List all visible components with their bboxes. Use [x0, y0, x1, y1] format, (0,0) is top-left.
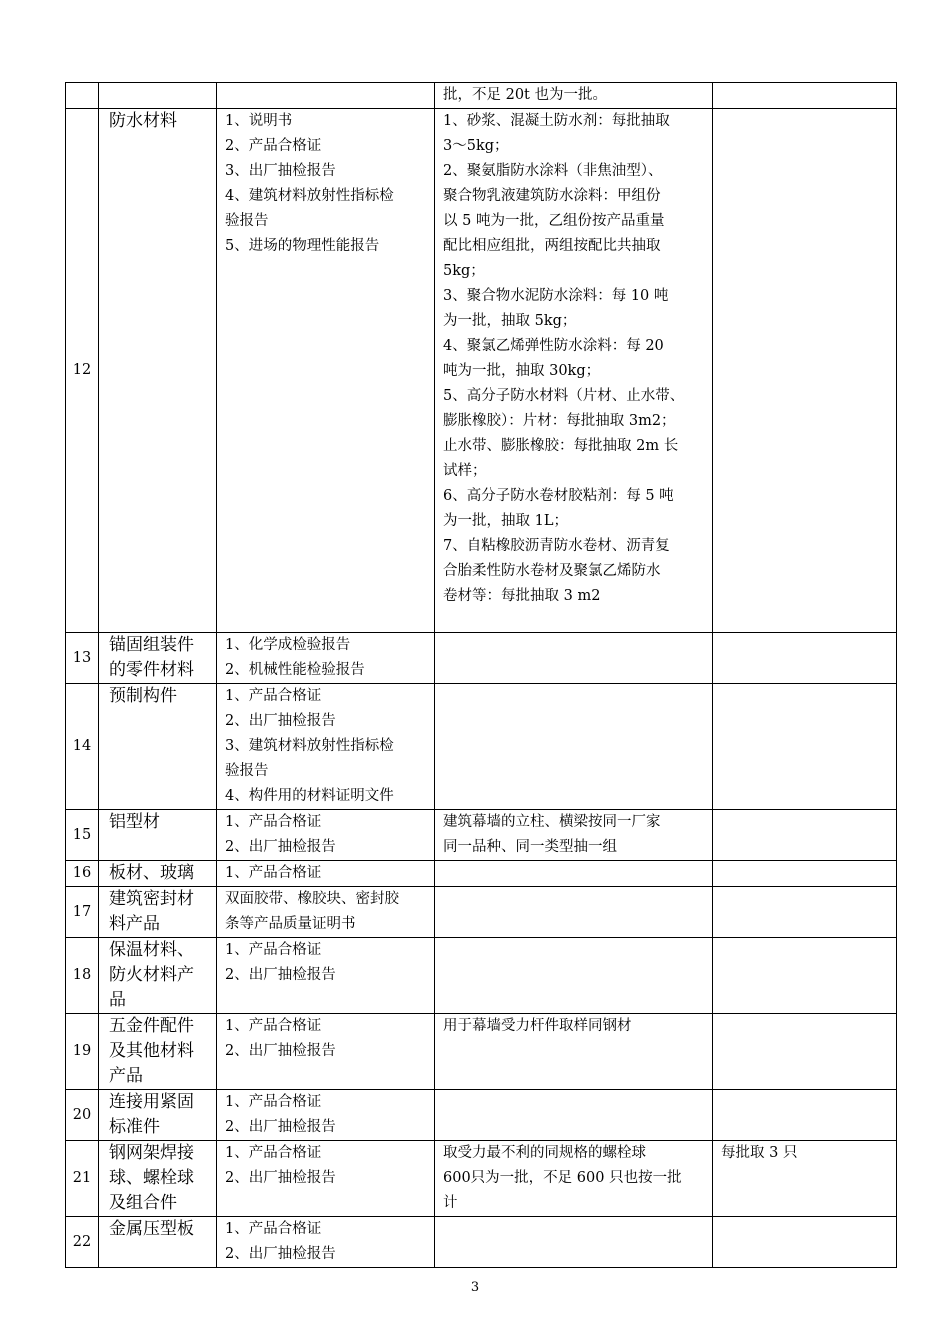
- note-cell: [713, 861, 897, 887]
- text-line: 膨胀橡胶）：片材：每批抽取 3m2；: [443, 413, 676, 429]
- text-line: 2、聚氨脂防水涂料（非焦油型）、: [443, 163, 663, 179]
- text-line: 防水材料: [109, 111, 177, 131]
- material-cell: [99, 861, 217, 887]
- text-line: 验报告: [225, 213, 269, 229]
- text-line: 及组合件: [109, 1193, 177, 1213]
- text-line: 取受力最不利的同规格的螺栓球: [443, 1145, 646, 1161]
- table-row: [66, 810, 897, 861]
- note-cell: [713, 1217, 897, 1268]
- text-line: 2、出厂抽检报告: [225, 1246, 336, 1262]
- note-cell: [713, 810, 897, 861]
- text-line: 止水带、膨胀橡胶：每批抽取 2m 长: [443, 438, 679, 454]
- documents-cell: [217, 810, 435, 861]
- text-line: 1、产品合格证: [225, 1094, 322, 1110]
- material-cell: [99, 1090, 217, 1141]
- text-line: 条等产品质量证明书: [225, 916, 356, 932]
- text-line: 2、出厂抽检报告: [225, 1119, 336, 1135]
- table-row: [66, 1217, 897, 1268]
- text-line: 4、聚氯乙烯弹性防水涂料：每 20: [443, 338, 664, 354]
- text-line: 料产品: [109, 914, 160, 934]
- sampling-cell: [435, 1014, 713, 1090]
- text-line: 预制构件: [109, 686, 177, 706]
- text-line: 同一品种、同一类型抽一组: [443, 839, 617, 855]
- text-line: 3～5kg；: [443, 138, 509, 154]
- note-cell: [713, 83, 897, 109]
- text-line: 建筑幕墙的立柱、横梁按同一厂家: [443, 814, 661, 830]
- text-line: 5、进场的物理性能报告: [225, 238, 380, 254]
- sampling-cell: [435, 1090, 713, 1141]
- item-number-cell: 22: [66, 1217, 99, 1268]
- text-line: 保温材料、: [109, 940, 194, 960]
- text-line: 3、出厂抽检报告: [225, 163, 336, 179]
- text-line: 连接用紧固: [109, 1092, 194, 1112]
- text-line: 品: [109, 990, 126, 1010]
- material-cell: [99, 684, 217, 810]
- documents-cell: [217, 887, 435, 938]
- text-line: 7、自粘橡胶沥青防水卷材、沥青复: [443, 538, 670, 554]
- item-number-cell: 14: [66, 684, 99, 810]
- documents-cell: [217, 1141, 435, 1217]
- sampling-cell: [435, 1217, 713, 1268]
- note-cell: [713, 1141, 897, 1217]
- text-line: 批，不足 20t 也为一批。: [443, 87, 607, 103]
- text-line: 吨为一批，抽取 30kg；: [443, 363, 601, 379]
- item-number-cell: 21: [66, 1141, 99, 1217]
- text-line: 标准件: [109, 1117, 160, 1137]
- item-number-cell: 12: [66, 109, 99, 633]
- text-line: 1、化学成检验报告: [225, 637, 351, 653]
- text-line: 6、高分子防水卷材胶粘剂：每 5 吨: [443, 488, 674, 504]
- sampling-cell: [435, 633, 713, 684]
- item-number-cell: 17: [66, 887, 99, 938]
- text-line: 2、出厂抽检报告: [225, 1170, 336, 1186]
- materials-table-body: [66, 83, 897, 1268]
- text-line: 2、机械性能检验报告: [225, 662, 365, 678]
- sampling-cell: [435, 938, 713, 1014]
- sampling-cell: [435, 861, 713, 887]
- text-line: 1、产品合格证: [225, 1221, 322, 1237]
- text-line: 600只为一批，不足 600 只也按一批: [443, 1170, 682, 1186]
- text-line: 产品: [109, 1066, 143, 1086]
- table-row: [66, 1090, 897, 1141]
- text-line: 为一批，抽取 1L；: [443, 513, 568, 529]
- material-cell: [99, 1014, 217, 1090]
- sampling-cell: [435, 810, 713, 861]
- table-row: [66, 684, 897, 810]
- sampling-cell: [435, 109, 713, 633]
- documents-cell: [217, 109, 435, 633]
- note-cell: [713, 887, 897, 938]
- note-cell: [713, 684, 897, 810]
- materials-table: [65, 82, 897, 1268]
- text-line: 为一批，抽取 5kg；: [443, 313, 577, 329]
- text-line: 1、产品合格证: [225, 688, 322, 704]
- text-line: 1、产品合格证: [225, 814, 322, 830]
- text-line: 每批取 3 只: [721, 1145, 798, 1161]
- text-line: 计: [443, 1195, 458, 1211]
- text-line: 试样；: [443, 463, 487, 479]
- text-line: 配比相应组批，两组按配比共抽取: [443, 238, 661, 254]
- text-line: 铝型材: [109, 812, 160, 832]
- item-number-cell: [66, 83, 99, 109]
- note-cell: [713, 938, 897, 1014]
- text-line: 锚固组装件: [109, 635, 194, 655]
- item-number-cell: 19: [66, 1014, 99, 1090]
- text-line: 5、高分子防水材料（片材、止水带、: [443, 388, 685, 404]
- material-cell: [99, 633, 217, 684]
- material-cell: [99, 887, 217, 938]
- text-line: 2、出厂抽检报告: [225, 839, 336, 855]
- table-row: [66, 109, 897, 633]
- text-line: 5kg；: [443, 263, 485, 279]
- sampling-cell: [435, 887, 713, 938]
- item-number-cell: 13: [66, 633, 99, 684]
- text-line: 1、产品合格证: [225, 942, 322, 958]
- text-line: 2、出厂抽检报告: [225, 713, 336, 729]
- item-number-cell: 16: [66, 861, 99, 887]
- text-line: 4、建筑材料放射性指标检: [225, 188, 394, 204]
- text-line: 双面胶带、橡胶块、密封胶: [225, 891, 399, 907]
- table-row: [66, 861, 897, 887]
- text-line: 3、建筑材料放射性指标检: [225, 738, 394, 754]
- item-number-cell: 18: [66, 938, 99, 1014]
- material-cell: [99, 810, 217, 861]
- sampling-cell: [435, 684, 713, 810]
- text-line: 1、砂浆、混凝土防水剂：每批抽取: [443, 113, 670, 129]
- material-cell: [99, 1141, 217, 1217]
- documents-cell: [217, 1090, 435, 1141]
- page-number: 3: [470, 1280, 480, 1295]
- documents-cell: [217, 861, 435, 887]
- material-cell: [99, 938, 217, 1014]
- text-line: 2、出厂抽检报告: [225, 1043, 336, 1059]
- documents-cell: [217, 1217, 435, 1268]
- documents-cell: [217, 83, 435, 109]
- text-line: 用于幕墙受力杆件取样同钢材: [443, 1018, 632, 1034]
- table-row: [66, 938, 897, 1014]
- material-cell: [99, 83, 217, 109]
- sampling-cell: [435, 83, 713, 109]
- note-cell: [713, 109, 897, 633]
- text-line: 2、出厂抽检报告: [225, 967, 336, 983]
- item-number-cell: 20: [66, 1090, 99, 1141]
- table-row: [66, 887, 897, 938]
- documents-cell: [217, 1014, 435, 1090]
- note-cell: [713, 1014, 897, 1090]
- table-row: [66, 83, 897, 109]
- text-line: 1、产品合格证: [225, 1145, 322, 1161]
- text-line: 五金件配件: [109, 1016, 194, 1036]
- text-line: 钢网架焊接: [109, 1143, 194, 1163]
- text-line: 聚合物乳液建筑防水涂料：甲组份: [443, 188, 661, 204]
- documents-cell: [217, 938, 435, 1014]
- table-row: [66, 633, 897, 684]
- text-line: 建筑密封材: [109, 889, 194, 909]
- note-cell: [713, 1090, 897, 1141]
- text-line: 金属压型板: [109, 1219, 194, 1239]
- note-cell: [713, 633, 897, 684]
- sampling-cell: [435, 1141, 713, 1217]
- text-line: 4、构件用的材料证明文件: [225, 788, 394, 804]
- text-line: 球、螺栓球: [109, 1168, 194, 1188]
- text-line: 板材、玻璃: [109, 863, 194, 883]
- text-line: 2、产品合格证: [225, 138, 322, 154]
- table-row: [66, 1014, 897, 1090]
- material-cell: [99, 109, 217, 633]
- text-line: 1、产品合格证: [225, 865, 322, 881]
- text-line: 1、说明书: [225, 113, 293, 129]
- item-number-cell: 15: [66, 810, 99, 861]
- text-line: 1、产品合格证: [225, 1018, 322, 1034]
- text-line: 及其他材料: [109, 1041, 194, 1061]
- text-line: 合胎柔性防水卷材及聚氯乙烯防水: [443, 563, 661, 579]
- documents-cell: [217, 633, 435, 684]
- text-line: 卷材等：每批抽取 3 m2: [443, 588, 601, 604]
- text-line: 验报告: [225, 763, 269, 779]
- text-line: 以 5 吨为一批，乙组份按产品重量: [443, 213, 665, 229]
- table-row: [66, 1141, 897, 1217]
- documents-cell: [217, 684, 435, 810]
- text-line: 的零件材料: [109, 660, 194, 680]
- text-line: 防火材料产: [109, 965, 194, 985]
- text-line: 3、聚合物水泥防水涂料：每 10 吨: [443, 288, 669, 304]
- material-cell: [99, 1217, 217, 1268]
